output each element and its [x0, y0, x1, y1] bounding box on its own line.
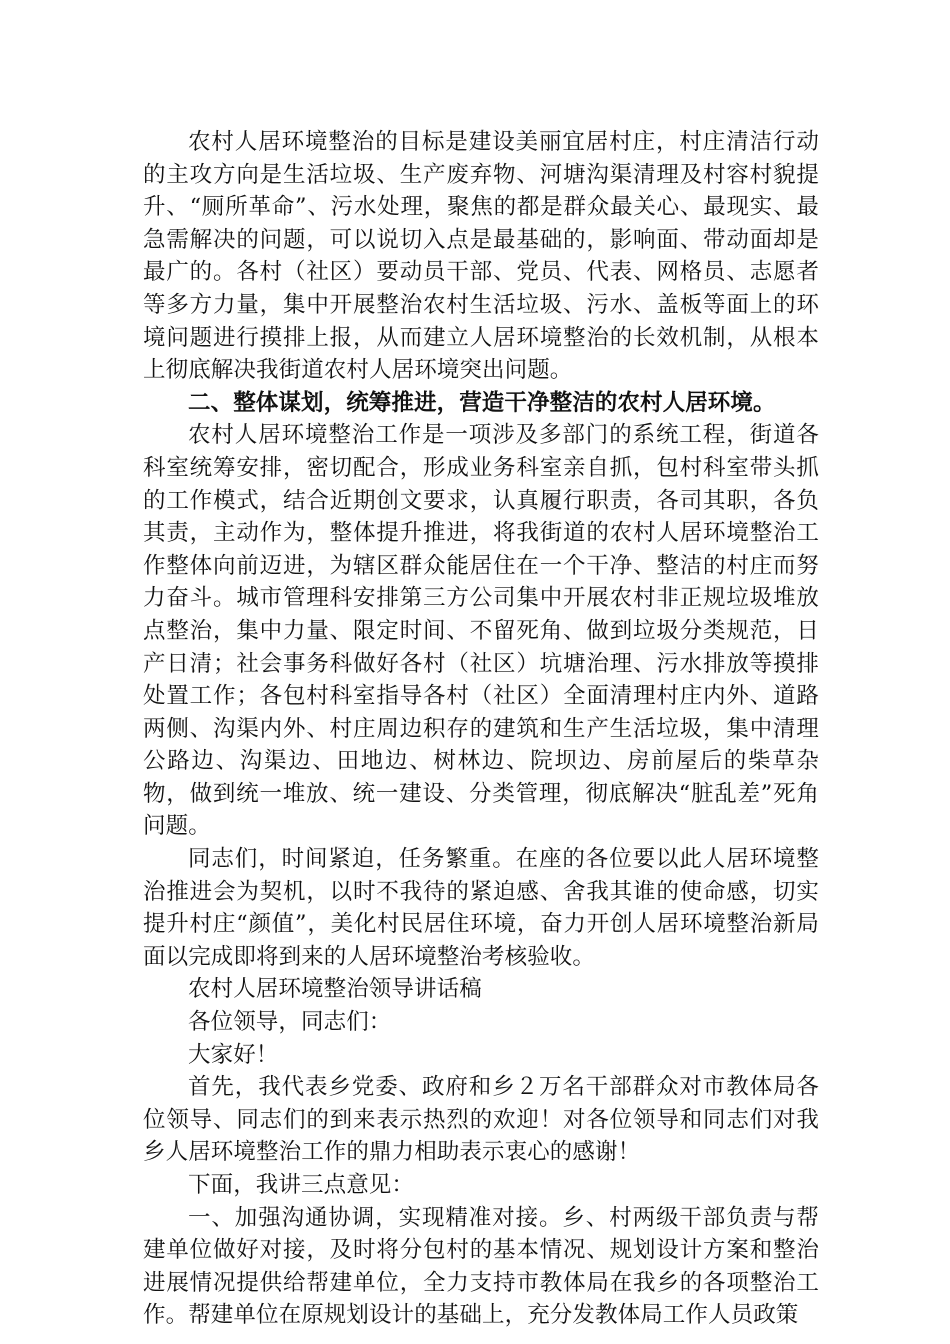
- speech-title: 农村人居环境整治领导讲话稿: [188, 976, 482, 1003]
- paragraph-intro-points: 下面，我讲三点意见：: [188, 1172, 415, 1198]
- section-heading-2: 二、整体谋划，统筹推进，营造干净整洁的农村人居环境。: [188, 389, 776, 416]
- paragraph-planning: 农村人居环境整治工作是一项涉及多部门的系统工程，街道各科室统筹安排，密切配合，形成业务科室亲自抓，包村科室带头抓的工作模式，结合近期创文要求，认真履行职责，各司其职，各负其责，主动作为，整体提升推进，将我街道的农村人居环境整治工作整体向前迈进，为辖区群众能居住在一个干净、整洁的村庄而努力奋斗。城市管理科安排第三方公司集中开展农村非正规垃圾堆放点整治，集中力量、限定时间、不留死角、做到垃圾分类规范，日产日清；社会事务科做好各村（社区）坑塘治理、污水排放等摸排处置工作；各包村科室指导各村（社区）全面清理村庄内外、道路两侧、沟渠内外、村庄周边积存的建筑和生产生活垃圾，集中清理公路边、沟渠边、田地边、树林边、院坝边、房前屋后的柴草杂物，做到统一堆放、统一建设、分类管理，彻底解决“脏乱差”死角问题。: [143, 422, 819, 840]
- salutation: 各位领导，同志们：: [188, 1009, 392, 1036]
- greeting: 大家好！: [188, 1041, 279, 1068]
- paragraph-closing: 同志们，时间紧迫，任务繁重。在座的各位要以此人居环境整治推进会为契机，以时不我待的紧迫感、舍我其谁的使命感，切实提升村庄“颜值”，美化村民居住环境，奋力开创人居环境整治新局面以完成即将到来的人居环境整治考核验收。: [143, 846, 819, 970]
- paragraph-welcome: 首先，我代表乡党委、政府和乡２万名干部群众对市教体局各位领导、同志们的到来表示热烈的欢迎！对各位领导和同志们对我乡人居环境整治工作的鼎力相助表示衷心的感谢！: [143, 1074, 819, 1166]
- paragraph-goals: 农村人居环境整治的目标是建设美丽宜居村庄，村庄清洁行动的主攻方向是生活垃圾、生产废弃物、河塘沟渠清理及村容村貌提升、“厕所革命”、污水处理，聚焦的都是群众最关心、最现实、最急需解决的问题，可以说切入点是最基础的，影响面、带动面却是最广的。各村（社区）要动员干部、党员、代表、网格员、志愿者等多方力量，集中开展整治农村生活垃圾、污水、盖板等面上的环境问题进行摸排上报，从而建立人居环境整治的长效机制，从根本上彻底解决我街道农村人居环境突出问题。: [143, 129, 819, 384]
- paragraph-point-1: 一、加强沟通协调，实现精准对接。乡、村两级干部负责与帮建单位做好对接，及时将分包村的基本情况、规划设计方案和整治进展情况提供给帮建单位，全力支持市教体局在我乡的各项整治工作。帮建单位在原规划设计的基础上，充分发教体局工作人员政策: [143, 1204, 819, 1329]
- document-page: [143, 126, 819, 1332]
